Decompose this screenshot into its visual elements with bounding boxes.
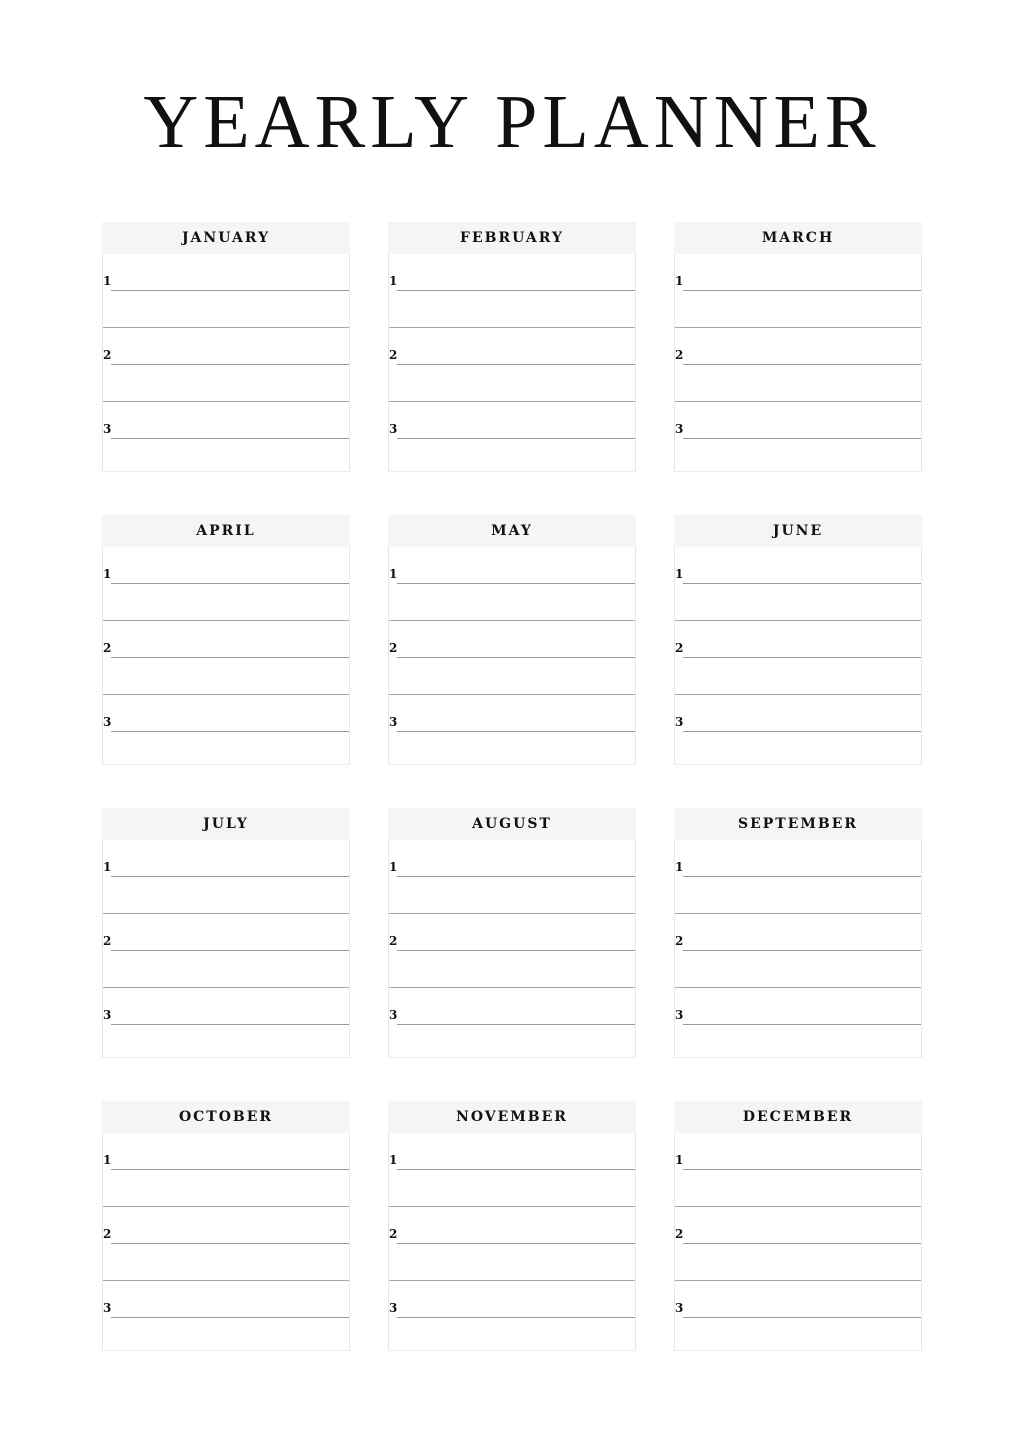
month-card-april [102,515,350,765]
goal-write-line[interactable] [397,1024,635,1025]
divider [389,694,635,695]
item-number: 2 [675,641,684,655]
month-goals [102,254,350,472]
goal-write-line[interactable] [111,1024,349,1025]
goal-write-line[interactable] [397,1317,635,1318]
goal-write-line[interactable] [397,290,635,291]
month-goals [674,254,922,472]
goal-write-line[interactable] [683,657,921,658]
month-header: SEPTEMBER [674,808,922,840]
item-number: 1 [675,567,684,581]
month-card-november [388,1101,636,1351]
goal-write-line[interactable] [397,876,635,877]
item-number: 1 [675,860,684,874]
goal-write-line[interactable] [683,1243,921,1244]
item-number: 1 [389,567,398,581]
month-header: APRIL [102,515,350,547]
month-card-june [674,515,922,765]
goal-write-line[interactable] [397,657,635,658]
divider [103,987,349,988]
item-number: 3 [389,1301,398,1315]
divider [675,620,921,621]
goal-write-line[interactable] [397,731,635,732]
month-header: NOVEMBER [388,1101,636,1133]
item-number: 1 [675,1153,684,1167]
month-goals [388,254,636,472]
month-header: JULY [102,808,350,840]
divider [389,1280,635,1281]
goal-write-line[interactable] [111,438,349,439]
item-number: 2 [389,1227,398,1241]
item-number: 2 [103,934,112,948]
goal-write-line[interactable] [397,1169,635,1170]
item-number: 3 [103,1008,112,1022]
goal-write-line[interactable] [111,1169,349,1170]
months-grid [102,222,922,1351]
goal-write-line[interactable] [683,1024,921,1025]
month-header: OCTOBER [102,1101,350,1133]
item-number: 3 [389,422,398,436]
goal-write-line[interactable] [683,1169,921,1170]
item-number: 3 [675,1008,684,1022]
month-goals [102,840,350,1058]
month-header: AUGUST [388,808,636,840]
goal-write-line[interactable] [111,1243,349,1244]
goal-write-line[interactable] [111,950,349,951]
goal-write-line[interactable] [111,290,349,291]
item-number: 1 [103,860,112,874]
divider [675,327,921,328]
divider [675,913,921,914]
goal-write-line[interactable] [111,657,349,658]
divider [675,694,921,695]
goal-write-line[interactable] [683,364,921,365]
item-number: 1 [389,860,398,874]
divider [389,1206,635,1207]
item-number: 2 [103,348,112,362]
item-number: 3 [389,1008,398,1022]
goal-write-line[interactable] [683,438,921,439]
item-number: 2 [675,1227,684,1241]
item-number: 1 [389,1153,398,1167]
item-number: 3 [103,1301,112,1315]
item-number: 2 [389,934,398,948]
goal-write-line[interactable] [397,950,635,951]
month-card-january [102,222,350,472]
goal-write-line[interactable] [111,364,349,365]
goal-write-line[interactable] [683,1317,921,1318]
divider [389,327,635,328]
goal-write-line[interactable] [111,583,349,584]
item-number: 3 [103,715,112,729]
divider [389,620,635,621]
goal-write-line[interactable] [111,1317,349,1318]
month-header: JANUARY [102,222,350,254]
item-number: 3 [389,715,398,729]
divider [103,913,349,914]
item-number: 2 [389,348,398,362]
page-title: YEARLY PLANNER [143,80,881,164]
month-card-october [102,1101,350,1351]
month-card-february [388,222,636,472]
goal-write-line[interactable] [683,876,921,877]
divider [389,913,635,914]
month-card-august [388,808,636,1058]
month-goals [388,547,636,765]
item-number: 3 [103,422,112,436]
goal-write-line[interactable] [397,438,635,439]
item-number: 1 [389,274,398,288]
divider [103,1206,349,1207]
divider [103,327,349,328]
item-number: 1 [103,1153,112,1167]
month-goals [674,840,922,1058]
item-number: 1 [675,274,684,288]
item-number: 2 [103,1227,112,1241]
month-header: MAY [388,515,636,547]
divider [103,620,349,621]
goal-write-line[interactable] [683,290,921,291]
item-number: 3 [675,422,684,436]
goal-write-line[interactable] [111,876,349,877]
divider [389,401,635,402]
month-card-july [102,808,350,1058]
goal-write-line[interactable] [111,731,349,732]
item-number: 3 [675,715,684,729]
divider [103,1280,349,1281]
goal-write-line[interactable] [397,1243,635,1244]
goal-write-line[interactable] [683,950,921,951]
month-goals [102,1133,350,1351]
divider [675,1280,921,1281]
month-goals [388,840,636,1058]
month-header: DECEMBER [674,1101,922,1133]
month-header: FEBRUARY [388,222,636,254]
month-card-may [388,515,636,765]
month-card-september [674,808,922,1058]
divider [675,1206,921,1207]
goal-write-line[interactable] [683,731,921,732]
item-number: 1 [103,567,112,581]
item-number: 2 [103,641,112,655]
month-card-march [674,222,922,472]
divider [389,987,635,988]
divider [675,987,921,988]
goal-write-line[interactable] [397,364,635,365]
month-goals [102,547,350,765]
divider [675,401,921,402]
month-header: MARCH [674,222,922,254]
item-number: 2 [389,641,398,655]
month-goals [674,547,922,765]
month-goals [674,1133,922,1351]
divider [103,401,349,402]
month-goals [388,1133,636,1351]
item-number: 3 [675,1301,684,1315]
goal-write-line[interactable] [397,583,635,584]
month-header: JUNE [674,515,922,547]
goal-write-line[interactable] [683,583,921,584]
month-card-december [674,1101,922,1351]
item-number: 1 [103,274,112,288]
item-number: 2 [675,348,684,362]
item-number: 2 [675,934,684,948]
divider [103,694,349,695]
